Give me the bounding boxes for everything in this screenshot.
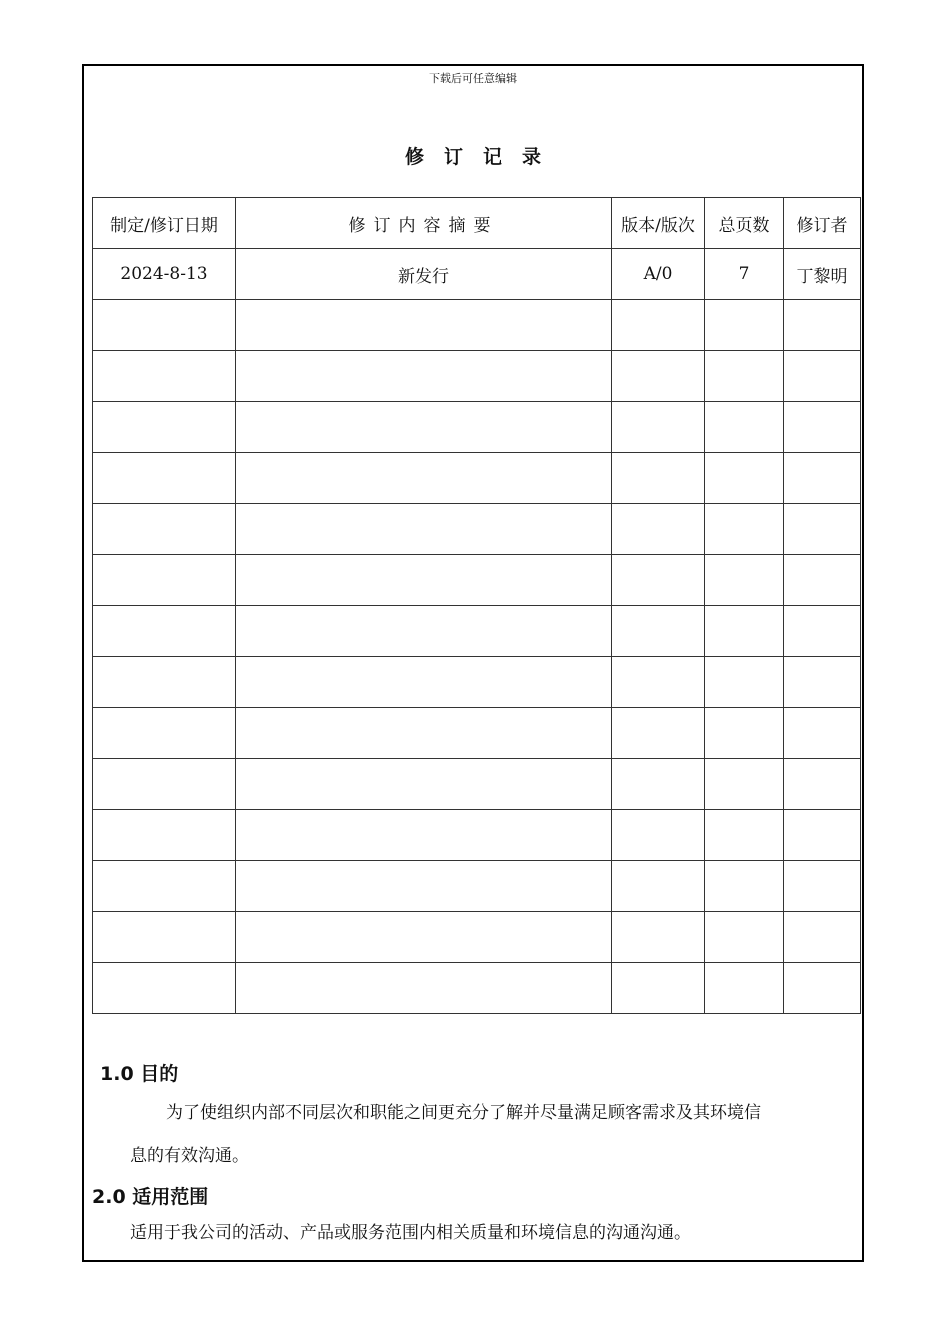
cell-summary: [236, 555, 612, 606]
cell-summary: [236, 759, 612, 810]
cell-date: [93, 351, 236, 402]
table-row: [93, 657, 861, 708]
table-row: [93, 810, 861, 861]
cell-reviser: [784, 402, 861, 453]
cell-version: [612, 453, 705, 504]
revision-table: [92, 197, 861, 1014]
cell-date: [93, 963, 236, 1014]
cell-summary: [236, 453, 612, 504]
header-reviser: 修订者: [784, 198, 861, 249]
cell-version: [612, 861, 705, 912]
cell-date: [93, 912, 236, 963]
table-row: [93, 555, 861, 606]
cell-pages: [705, 861, 784, 912]
table-row: [93, 402, 861, 453]
table-row: [93, 249, 861, 300]
cell-date: [93, 606, 236, 657]
cell-reviser: 丁黎明: [784, 249, 861, 300]
section-1-text-line-1: 为了使组织内部不同层次和职能之间更充分了解并尽量满足顾客需求及其环境信: [166, 1103, 761, 1123]
cell-summary: [236, 351, 612, 402]
table-row: [93, 861, 861, 912]
table-row: [93, 708, 861, 759]
table-row: [93, 759, 861, 810]
cell-reviser: [784, 810, 861, 861]
cell-summary: [236, 606, 612, 657]
cell-summary: [236, 963, 612, 1014]
cell-pages: [705, 606, 784, 657]
cell-pages: [705, 759, 784, 810]
cell-summary: 新发行: [236, 249, 612, 300]
cell-summary: [236, 402, 612, 453]
header-summary: 修订内容摘要: [236, 198, 612, 249]
header-version: 版本/版次: [612, 198, 705, 249]
cell-version: [612, 810, 705, 861]
cell-summary: [236, 810, 612, 861]
cell-reviser: [784, 555, 861, 606]
cell-pages: 7: [705, 249, 784, 300]
cell-summary: [236, 300, 612, 351]
table-row: [93, 453, 861, 504]
table-row: [93, 606, 861, 657]
cell-version: [612, 912, 705, 963]
cell-reviser: [784, 453, 861, 504]
table-row: [93, 963, 861, 1014]
cell-summary: [236, 504, 612, 555]
cell-date: [93, 555, 236, 606]
section-2-text: 适用于我公司的活动、产品或服务范围内相关质量和环境信息的沟通沟通。: [130, 1223, 691, 1243]
cell-pages: [705, 912, 784, 963]
cell-date: [93, 402, 236, 453]
cell-version: [612, 300, 705, 351]
cell-summary: [236, 861, 612, 912]
header-date: 制定/修订日期: [93, 198, 236, 249]
cell-reviser: [784, 963, 861, 1014]
header-pages: 总页数: [705, 198, 784, 249]
revision-table-body: [93, 249, 861, 1014]
section-2-heading: 2.0 适用范围: [92, 1186, 209, 1208]
cell-date: [93, 657, 236, 708]
table-row: [93, 504, 861, 555]
cell-summary: [236, 912, 612, 963]
cell-pages: [705, 402, 784, 453]
cell-pages: [705, 453, 784, 504]
cell-version: [612, 759, 705, 810]
cell-version: A/0: [612, 249, 705, 300]
cell-pages: [705, 300, 784, 351]
cell-version: [612, 351, 705, 402]
cell-version: [612, 708, 705, 759]
page-title: 修订记录: [404, 146, 561, 168]
cell-reviser: [784, 351, 861, 402]
section-1-heading: 1.0 目的: [100, 1063, 179, 1085]
cell-date: [93, 759, 236, 810]
cell-reviser: [784, 504, 861, 555]
cell-pages: [705, 810, 784, 861]
cell-version: [612, 963, 705, 1014]
table-row: [93, 912, 861, 963]
cell-reviser: [784, 606, 861, 657]
cell-date: [93, 300, 236, 351]
cell-version: [612, 555, 705, 606]
cell-reviser: [784, 759, 861, 810]
cell-summary: [236, 708, 612, 759]
cell-reviser: [784, 657, 861, 708]
cell-date: [93, 453, 236, 504]
cell-reviser: [784, 912, 861, 963]
cell-summary: [236, 657, 612, 708]
cell-date: [93, 504, 236, 555]
cell-pages: [705, 708, 784, 759]
section-1-text-line-2: 息的有效沟通。: [130, 1146, 249, 1166]
cell-version: [612, 504, 705, 555]
table-header-row: [93, 198, 861, 249]
cell-version: [612, 657, 705, 708]
cell-pages: [705, 504, 784, 555]
cell-pages: [705, 555, 784, 606]
cell-pages: [705, 351, 784, 402]
cell-reviser: [784, 300, 861, 351]
cell-reviser: [784, 861, 861, 912]
cell-pages: [705, 963, 784, 1014]
cell-version: [612, 402, 705, 453]
cell-reviser: [784, 708, 861, 759]
cell-date: [93, 708, 236, 759]
page-frame: [82, 64, 864, 1262]
cell-pages: [705, 657, 784, 708]
cell-version: [612, 606, 705, 657]
cell-date: [93, 810, 236, 861]
table-row: [93, 351, 861, 402]
cell-date: [93, 861, 236, 912]
table-row: [93, 300, 861, 351]
cell-date: 2024-8-13: [93, 249, 236, 300]
header-note: 下载后可任意编辑: [429, 72, 517, 85]
